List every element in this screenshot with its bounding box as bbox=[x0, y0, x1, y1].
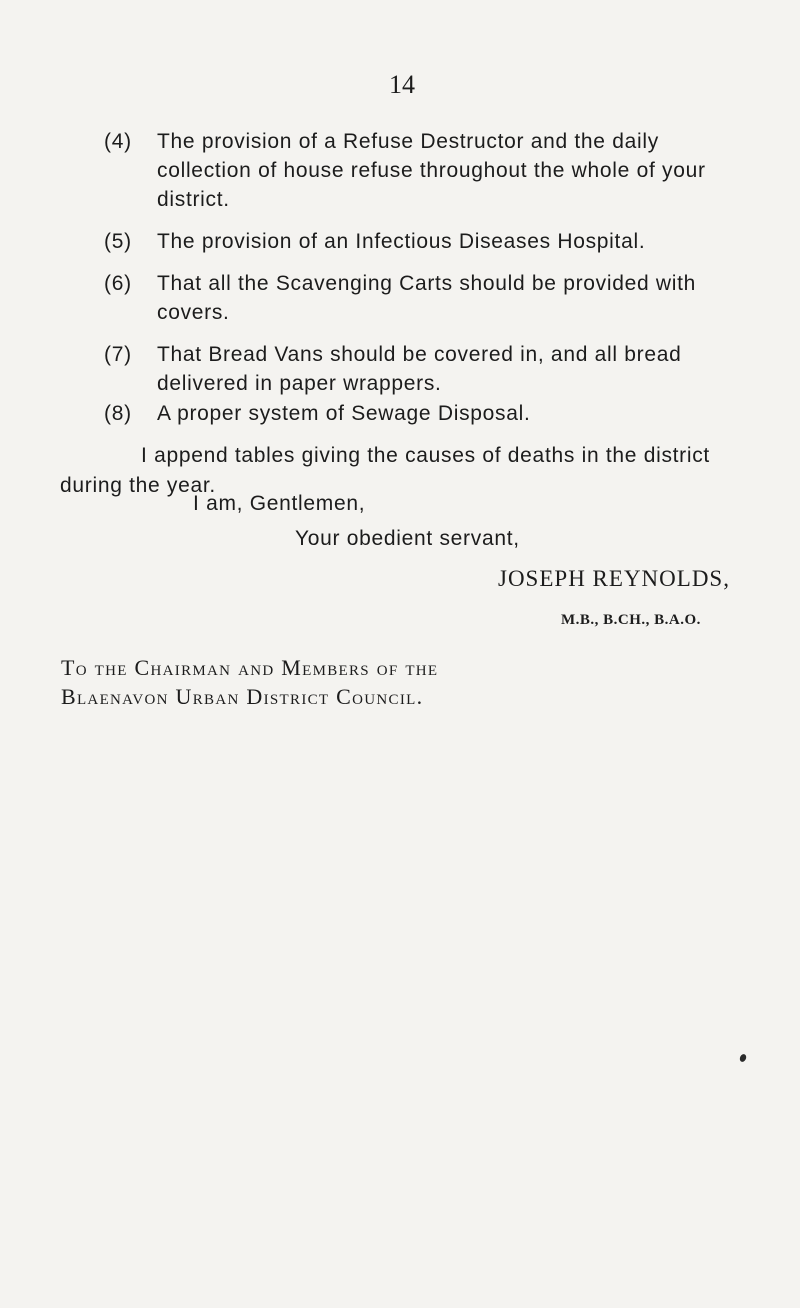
valediction: Your obedient servant, bbox=[295, 527, 520, 550]
item-number: (8) bbox=[104, 402, 132, 425]
salutation: I am, Gentlemen, bbox=[193, 492, 366, 515]
page-number: 14 bbox=[389, 70, 415, 99]
item-text: The provision of an Infectious Diseases Hospital. bbox=[157, 230, 646, 253]
item-number: (5) bbox=[104, 230, 132, 253]
append-paragraph-line-1: I append tables giving the causes of deaths in the district bbox=[141, 444, 710, 467]
item-number: (6) bbox=[104, 272, 132, 295]
signatory-name: JOSEPH REYNOLDS, bbox=[498, 566, 730, 591]
append-paragraph-line-2: during the year. bbox=[60, 474, 216, 497]
item-text: That Bread Vans should be covered in, and all bread delivered in paper wrappers. bbox=[157, 343, 682, 395]
ink-speck bbox=[739, 1053, 748, 1063]
append-paragraph bbox=[60, 441, 760, 501]
signatory-qualifications: M.B., B.CH., B.A.O. bbox=[561, 612, 701, 628]
item-number: (7) bbox=[104, 343, 132, 366]
item-text: A proper system of Sewage Disposal. bbox=[157, 402, 531, 425]
address-line-1: To the Chairman and Members of the bbox=[61, 655, 439, 680]
item-text: The provision of a Refuse Destructor and the daily collection of house refuse throughout the whole of your district. bbox=[157, 130, 706, 211]
item-number: (4) bbox=[104, 130, 132, 153]
address-line-2: Blaenavon Urban District Council. bbox=[61, 684, 424, 709]
item-text: That all the Scavenging Carts should be provided with covers. bbox=[157, 272, 697, 324]
